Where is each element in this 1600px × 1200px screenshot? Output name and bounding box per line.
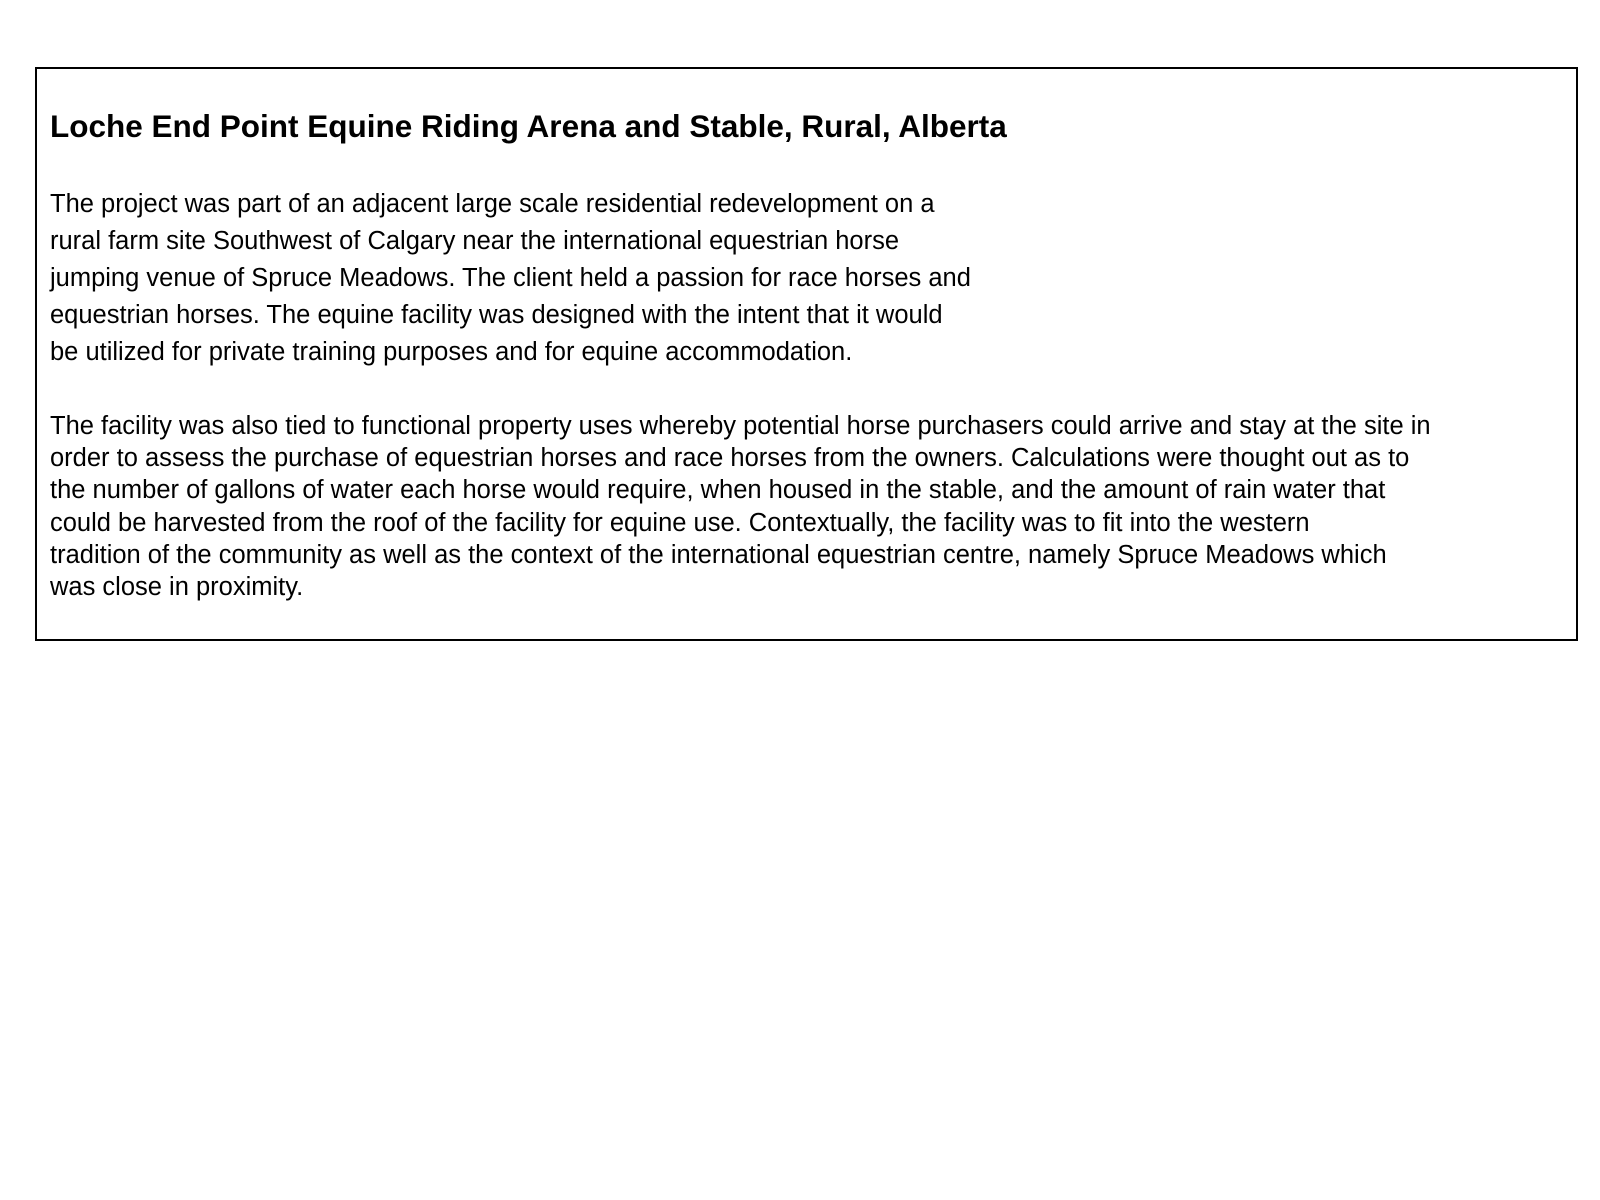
body-paragraph [50,410,1431,603]
intro-line: equestrian horses. The equine facility was designed with the intent that it would [50,301,943,329]
body-line: tradition of the community as well as the context of the international equestrian centre, namely Spruce Meadows which [50,540,1387,569]
intro-line: jumping venue of Spruce Meadows. The client held a passion for race horses and [50,264,971,292]
intro-line: rural farm site Southwest of Calgary near the international equestrian horse [50,227,900,255]
intro-line: The project was part of an adjacent large scale residential redevelopment on a [50,190,935,218]
body-line: order to assess the purchase of equestrian horses and race horses from the owners. Calculations were thought out as to [50,444,1410,473]
body-line: The facility was also tied to functional property uses whereby potential horse purchasers could arrive and stay at the site in [50,412,1431,440]
body-line: was close in proximity. [50,573,304,602]
page-title: Loche End Point Equine Riding Arena and Stable, Rural, Alberta [50,108,1007,144]
body-line: the number of gallons of water each horse would require, when housed in the stable, and the amount of rain water that [50,476,1386,505]
intro-paragraph [50,186,971,371]
body-line: could be harvested from the roof of the facility for equine use. Contextually, the facility was to fit into the western [50,508,1310,537]
intro-line: be utilized for private training purposes and for equine accommodation. [50,338,853,366]
